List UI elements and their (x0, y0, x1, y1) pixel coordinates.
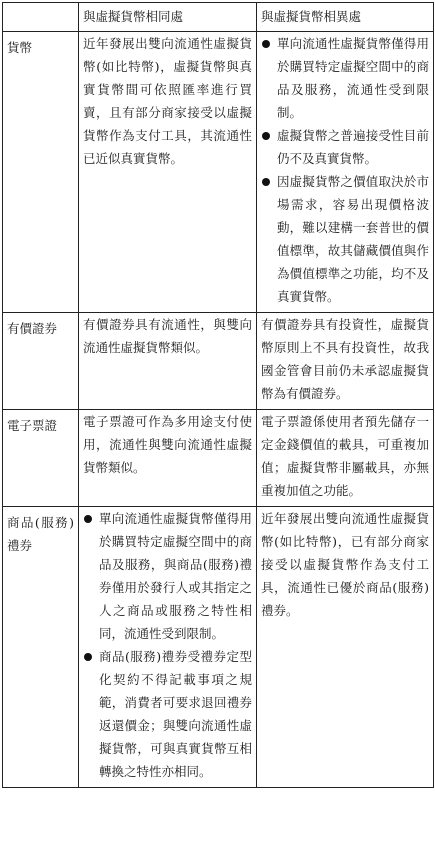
table-row-securities (3, 313, 434, 410)
diff-cell (257, 507, 434, 788)
row-label: 商品(服務)禮券 (3, 507, 79, 788)
diff-cell (257, 313, 434, 410)
diff-cell (257, 410, 434, 507)
bullet-icon (84, 653, 92, 661)
bullet-text: 虛擬貨幣之普遍接受性目前仍不及真實貨幣。 (277, 128, 429, 166)
same-bullet-list (83, 507, 252, 783)
same-cell (79, 313, 257, 410)
row-label: 電子票證 (3, 410, 79, 507)
bullet-text: 商品(服務)禮券受禮券定型化契約不得記載事項之規範，消費者可要求退回禮券返還價金；與雙向流通性虛擬貨幣，可與真實貨幣互相轉換之特性亦相同。 (99, 649, 252, 779)
bullet-item (261, 32, 429, 124)
bullet-item (83, 645, 252, 783)
bullet-item (261, 170, 429, 308)
table-row-currency (3, 32, 434, 313)
diff-text: 近年發展出雙向流通性虛擬貨幣(如比特幣)，已有部分商家接受以虛擬貨幣作為支付工具，流通性已優於商品(服務)禮券。 (261, 511, 429, 618)
comparison-table (2, 2, 434, 788)
header-row (3, 3, 434, 32)
header-diff-cell: 與虛擬貨幣相異處 (257, 3, 434, 32)
same-cell (79, 410, 257, 507)
table-row-gift-voucher (3, 507, 434, 788)
bullet-icon (262, 132, 270, 140)
bullet-icon (262, 178, 270, 186)
table-row-e-ticket (3, 410, 434, 507)
header-empty-cell (3, 3, 79, 32)
same-cell (79, 32, 257, 313)
bullet-text: 單向流通性虛擬貨幣僅得用於購買特定虛擬空間中的商品及服務，流通性受到限制。 (277, 36, 429, 120)
same-text: 有價證券具有流通性，與雙向流通性虛擬貨幣類似。 (83, 317, 252, 355)
bullet-item (261, 124, 429, 170)
bullet-text: 因虛擬貨幣之價值取決於市場需求，容易出現價格波動，難以建構一套普世的價值標準，故其儲藏價值與作為價值標準之功能，均不及真實貨幣。 (277, 174, 429, 304)
header-same-cell: 與虛擬貨幣相同處 (79, 3, 257, 32)
bullet-icon (262, 40, 270, 48)
diff-cell (257, 32, 434, 313)
same-cell (79, 507, 257, 788)
bullet-text: 單向流通性虛擬貨幣僅得用於購買特定虛擬空間中的商品及服務，與商品(服務)禮券僅用於發行人或其指定之人之商品或服務之特性相同，流通性受到限制。 (99, 511, 252, 641)
same-text: 電子票證可作為多用途支付使用，流通性與雙向流通性虛擬貨幣類似。 (83, 414, 252, 475)
row-label: 貨幣 (3, 32, 79, 313)
same-text: 近年發展出雙向流通性虛擬貨幣(如比特幣)，虛擬貨幣與真實貨幣間可依照匯率進行買賣，且有部分商家接受以虛擬貨幣作為支付工具，其流通性已近似真實貨幣。 (83, 36, 252, 166)
diff-bullet-list (261, 32, 429, 308)
diff-text: 有價證券具有投資性，虛擬貨幣原則上不具有投資性，故我國金管會目前仍未承認虛擬貨幣為有價證券。 (261, 317, 429, 401)
diff-text: 電子票證係使用者預先儲存一定金錢價值的載具，可重複加值；虛擬貨幣非屬載具，亦無重複加值之功能。 (261, 414, 429, 498)
row-label: 有價證券 (3, 313, 79, 410)
bullet-icon (84, 515, 92, 523)
bullet-item (83, 507, 252, 645)
